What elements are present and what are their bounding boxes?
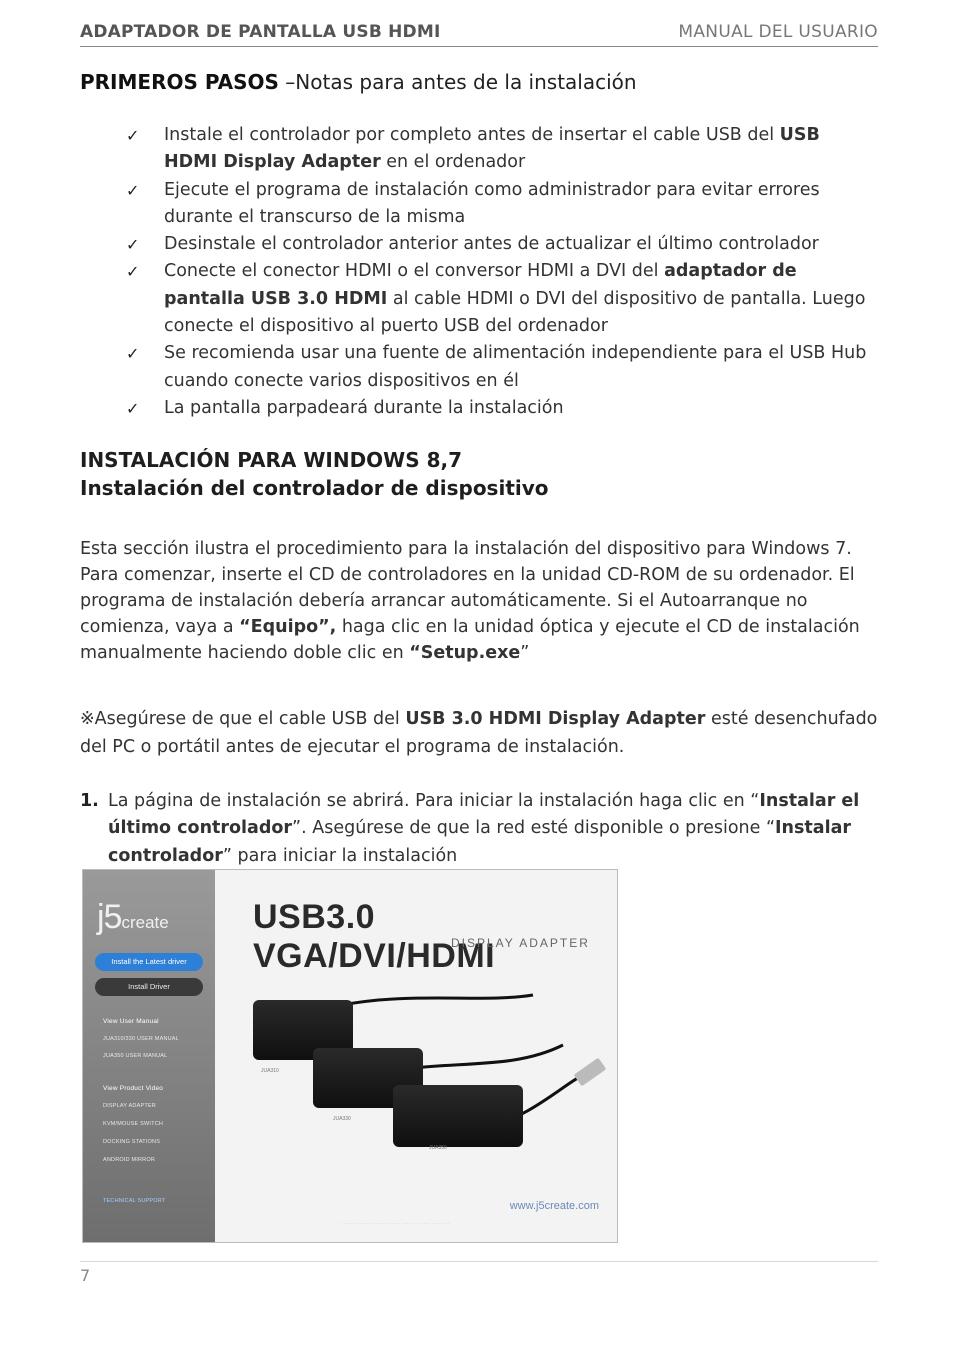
header-title: ADAPTADOR DE PANTALLA USB HDMI bbox=[80, 22, 441, 42]
check-icon: ✓ bbox=[126, 262, 140, 282]
menu-technical-support[interactable]: TECHNICAL SUPPORT bbox=[103, 1198, 166, 1204]
checklist-item: ✓ Conecte el conector HDMI o el conversor HDMI a DVI del adaptador de pantalla USB 3.0 HDMI al cable HDMI o DVI del dispositivo de pantalla. Luego conecte el dispositivo al puerto USB del ordenador bbox=[126, 258, 878, 340]
install-driver-button[interactable]: Install Driver bbox=[95, 978, 203, 996]
adapter-label-jua310: JUA310 bbox=[261, 1068, 279, 1074]
check-icon: ✓ bbox=[126, 180, 140, 200]
checklist-item: ✓ Instale el controlador por completo antes de insertar el cable USB del USB HDMI Display Adapter en el ordenador bbox=[126, 122, 878, 177]
checklist-item: ✓ Desinstale el controlador anterior antes de actualizar el último controlador bbox=[126, 231, 878, 258]
step-1 bbox=[80, 788, 880, 870]
step-number: 1. bbox=[80, 791, 99, 811]
page-number: 7 bbox=[80, 1266, 91, 1285]
adapter-hdmi bbox=[393, 1085, 523, 1147]
checklist-item: ✓ Se recomienda usar una fuente de alimentación independiente para el USB Hub cuando conecte varios dispositivos en él bbox=[126, 340, 878, 395]
installer-screenshot bbox=[82, 869, 618, 1243]
adapter-label-jua330: JUA330 bbox=[333, 1116, 351, 1122]
footer-divider bbox=[80, 1261, 878, 1262]
page-header bbox=[80, 22, 878, 47]
adapter-label-jua350: JUA350 bbox=[429, 1145, 447, 1151]
installer-website-link[interactable]: www.j5create.com bbox=[509, 1200, 599, 1212]
menu-android-mirror[interactable]: ANDROID MIRROR bbox=[103, 1157, 155, 1163]
section-subheading-driver: Instalación del controlador de dispositivo bbox=[80, 476, 549, 500]
menu-jua350-manual[interactable]: JUA350 USER MANUAL bbox=[103, 1053, 168, 1059]
check-icon: ✓ bbox=[126, 398, 140, 418]
j5create-logo: j5create bbox=[97, 898, 169, 936]
section-title-bold: PRIMEROS PASOS bbox=[80, 70, 279, 94]
installer-subtitle: DISPLAY ADAPTER bbox=[451, 936, 590, 950]
menu-view-product-video[interactable]: View Product Video bbox=[103, 1085, 164, 1092]
installer-title: USB3.0 VGA/DVI/HDMI bbox=[253, 898, 496, 975]
check-icon: ✓ bbox=[126, 126, 140, 145]
menu-docking-stations[interactable]: DOCKING STATIONS bbox=[103, 1139, 161, 1145]
header-manual-label: MANUAL DEL USUARIO bbox=[678, 22, 878, 42]
section-title-primeros-pasos bbox=[80, 70, 637, 94]
check-icon: ✓ bbox=[126, 344, 140, 364]
checklist-item: ✓ Ejecute el programa de instalación como administrador para evitar errores durante el transcurso de la misma bbox=[126, 177, 878, 232]
section-heading-windows: INSTALACIÓN PARA WINDOWS 8,7 bbox=[80, 448, 463, 472]
adapters-illustration bbox=[233, 965, 613, 1185]
intro-paragraph: Esta sección ilustra el procedimiento para la instalación del dispositivo para Windows 7. Para comenzar, inserte el CD de controladores en la unidad CD-ROM de su ordenador. El programa de instalación debería arrancar automáticamente. Si el Autoarranque no comienza, vaya a “Equipo”, haga clic en la unidad óptica y ejecute el CD de instalación manualmente haciendo doble clic en “Setup.exe” bbox=[80, 539, 860, 663]
menu-jua310-manual[interactable]: JUA310/330 USER MANUAL bbox=[103, 1036, 179, 1042]
checklist-item: ✓ La pantalla parpadeará durante la instalación bbox=[126, 395, 878, 422]
step-text: La página de instalación se abrirá. Para iniciar la instalación haga clic en “Instalar el último controlador”. Asegúrese de que la red esté disponible o presione “Instalar controlador” para iniciar la instalación bbox=[108, 791, 860, 866]
install-latest-driver-button[interactable]: Install the Latest driver bbox=[95, 953, 203, 971]
installer-sidebar bbox=[83, 870, 215, 1242]
menu-display-adapter[interactable]: DISPLAY ADAPTER bbox=[103, 1103, 156, 1109]
checklist bbox=[126, 122, 878, 422]
menu-view-user-manual[interactable]: View User Manual bbox=[103, 1018, 159, 1025]
check-icon: ✓ bbox=[126, 235, 140, 255]
section-title-rest: –Notas para antes de la instalación bbox=[278, 70, 637, 94]
menu-kvm-switch[interactable]: KVM/MOUSE SWITCH bbox=[103, 1121, 164, 1127]
installer-copyright: · · · · · · · · · · · · · · · · · · · · · · · · · · · · · · · · · · · · · · · · bbox=[341, 1221, 450, 1226]
warning-paragraph: ※Asegúrese de que el cable USB del USB 3.0 HDMI Display Adapter esté desenchufado del PC o portátil antes de ejecutar el programa de instalación. bbox=[80, 709, 878, 757]
